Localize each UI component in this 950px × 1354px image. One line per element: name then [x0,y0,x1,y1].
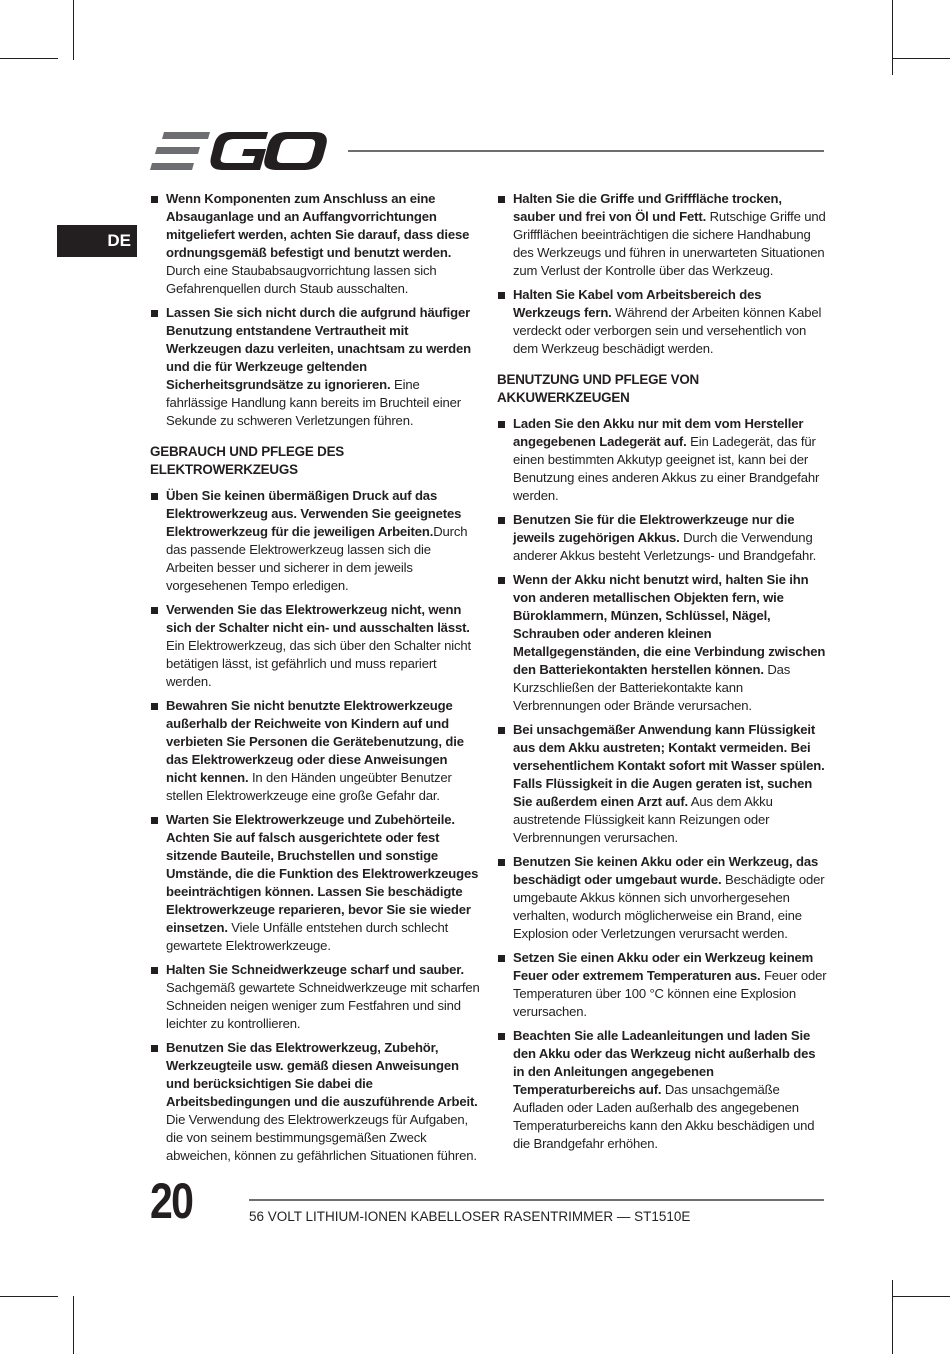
list-item [150,697,480,805]
item-bold-text: Benutzen Sie das Elektrowerkzeug, Zubehör, Werkzeugteile usw. gemäß diesen Anweisungen und berücksichtigen Sie dabei die Arbeitsbedingungen und die auszuführende Arbeit. [166,1040,478,1109]
item-bold-text: Halten Sie Schneidwerkzeuge scharf und sauber. [166,962,464,977]
footer-title: 56 VOLT LITHIUM-IONEN KABELLOSER RASENTRIMMER — ST1510E [249,1209,691,1224]
crop-mark [892,0,893,75]
item-bold-text: Halten Sie die Griffe und Grifffläche trocken, sauber und frei von Öl und Fett. [513,191,782,224]
item-body-text: Beschädigte oder umgebaute Akkus können sich unvorhergesehen verhalten, wodurch möglicherweise ein Brand, eine Explosion oder Verletzungen verursacht werden. [513,872,825,941]
right-column [497,190,827,1159]
list-item [150,190,480,298]
crop-mark [0,58,58,59]
square-bullet-icon [498,196,505,203]
square-bullet-icon [151,196,158,203]
list-item [150,304,480,430]
item-body-text: Viele Unfälle entstehen durch schlecht gewartete Elektrowerkzeuge. [166,920,449,953]
item-bold-text: Halten Sie Kabel vom Arbeitsbereich des Werkzeugs fern. [513,287,762,320]
item-bold-text: Benutzen Sie für die Elektrowerkzeuge nur die jeweils zugehörigen Akkus. [513,512,795,545]
item-bold-text: Bewahren Sie nicht benutzte Elektrowerkzeuge außerhalb der Reichweite von Kindern auf und verbieten Sie Personen die Gerätebenutzung, die das Elektrowerkzeug oder diese Anweisungen nicht kennen. [166,698,464,785]
square-bullet-icon [498,859,505,866]
list-item [497,571,827,715]
square-bullet-icon [498,517,505,524]
item-bold-text: Benutzen Sie keinen Akku oder ein Werkzeug, das beschädigt oder umgebaut wurde. [513,854,819,887]
list-item [150,811,480,955]
square-bullet-icon [151,607,158,614]
crop-mark [0,1296,58,1297]
item-bold-text: Bei unsachgemäßer Anwendung kann Flüssigkeit aus dem Akku austreten; Kontakt vermeiden. Bei versehentlichem Kontakt sofort mit Wasser spülen. Falls Flüssigkeit in die Augen geraten ist, suchen Sie außerdem einen Arzt auf. [513,722,825,809]
crop-mark [73,0,74,60]
square-bullet-icon [498,1033,505,1040]
item-bold-text: Üben Sie keinen übermäßigen Druck auf das Elektrowerkzeug aus. Verwenden Sie geeignetes Elektrowerkzeug für die jeweiligen Arbeiten. [166,488,462,539]
item-body-text: Die Verwendung des Elektrowerkzeugs für Aufgaben, die von seinem bestimmungsgemäßen Zweck abweichen, können zu gefährlichen Situationen führen. [166,1112,477,1163]
item-body-text: Das Kurzschließen der Batteriekontakte kann Verbrennungen oder Brände verursachen. [513,662,791,713]
list-item [497,190,827,280]
item-body-text: Das unsachgemäße Aufladen oder Laden außerhalb des angegebenen Temperaturbereichs kann den Akku beschädigen und die Brandgefahr erhöhen. [513,1082,815,1151]
item-body-text: Aus dem Akku austretende Flüssigkeit kann Reizungen oder Verbrennungen verursachen. [513,794,773,845]
list-item [150,1039,480,1165]
item-body-text: Eine fahrlässige Handlung kann bereits im Bruchteil einer Sekunde zu schweren Verletzungen führen. [166,377,461,428]
list-item [497,1027,827,1153]
square-bullet-icon [498,421,505,428]
list-item [497,511,827,565]
square-bullet-icon [151,1045,158,1052]
item-body-text: Während der Arbeiten können Kabel verdeckt oder verborgen sein und versehentlich von dem Werkzeug beschädigt werden. [513,305,822,356]
item-body-text: Durch die Verwendung anderer Akkus besteht Verletzungs- und Brandgefahr. [513,530,817,563]
square-bullet-icon [151,493,158,500]
square-bullet-icon [151,967,158,974]
section-heading: BENUTZUNG UND PFLEGE VON AKKUWERKZEUGEN [497,372,700,405]
square-bullet-icon [151,310,158,317]
square-bullet-icon [151,703,158,710]
page-number: 20 [150,1173,193,1229]
crop-mark [73,1296,74,1354]
square-bullet-icon [498,292,505,299]
item-bold-text: Laden Sie den Akku nur mit dem vom Hersteller angegebenen Ladegerät auf. [513,416,804,449]
square-bullet-icon [498,727,505,734]
crop-mark [892,1296,950,1297]
list-item [497,286,827,358]
item-body-text: Feuer oder Temperaturen über 100 °C können eine Explosion verursachen. [513,968,827,1019]
list-item [497,853,827,943]
square-bullet-icon [498,955,505,962]
section-heading: GEBRAUCH UND PFLEGE DES ELEKTROWERKZEUGS [150,444,345,477]
item-body-text: Durch das passende Elektrowerkzeug lassen sich die Arbeiten besser und sicherer in dem jeweils vorgesehenen Tempo erledigen. [166,524,468,593]
item-bold-text: Wenn Komponenten zum Anschluss an eine Absauganlage und an Auffangvorrichtungen mitgeliefert werden, achten Sie darauf, dass diese ordnungsgemäß befestigt und benutzt werden. [166,191,470,260]
item-body-text: Durch eine Staubabsaugvorrichtung lassen sich Gefahrenquellen durch Staub ausschalten. [166,263,437,296]
item-body-text: Ein Ladegerät, das für einen bestimmten Akkutyp geeignet ist, kann bei der Benutzung eines anderen Akkus zu einer Brandgefahr werden. [513,434,820,503]
item-body-text: In den Händen ungeübter Benutzer stellen Elektrowerkzeuge eine große Gefahr dar. [166,770,452,803]
list-item [497,415,827,505]
item-bold-text: Verwenden Sie das Elektrowerkzeug nicht, wenn sich der Schalter nicht ein- und ausschalten lässt. [166,602,470,635]
list-item [150,487,480,595]
crop-mark [892,1280,893,1354]
crop-mark [892,58,950,59]
left-column [150,190,480,1171]
header-rule [348,150,824,152]
item-body-text: Rutschige Griffe und Griffflächen beeinträchtigen die sichere Handhabung des Werkzeugs und führen in unerwarteten Situationen zum Verlust der Kontrolle über das Werkzeug. [513,209,826,278]
footer-rule [249,1199,824,1201]
item-bold-text: Warten Sie Elektrowerkzeuge und Zubehörteile. Achten Sie auf falsch ausgerichtete oder fest sitzende Bauteile, Bruchstellen und sonstige Umstände, die die Funktion des Elektrowerkzeuges beeinträchtigen können. Lassen Sie beschädigte Elektrowerkzeuge reparieren, bevor Sie sie wieder einsetzen. [166,812,479,935]
list-item [497,949,827,1021]
ego-logo [150,132,330,170]
item-bold-text: Wenn der Akku nicht benutzt wird, halten Sie ihn von anderen metallischen Objekten fern, wie Büroklammern, Münzen, Schlüssel, Nägel, Schrauben oder anderen kleinen Metallgegenständen, die eine Verbindung zwischen den Batteriekontakten herstellen können. [513,572,826,677]
item-bold-text: Lassen Sie sich nicht durch die aufgrund häufiger Benutzung entstandene Vertrautheit mit Werkzeugen dazu verleiten, unachtsam zu werden und die für Werkzeuge geltenden Sicherheitsgrundsätze zu ignorieren. [166,305,472,392]
item-bold-text: Setzen Sie einen Akku oder ein Werkzeug keinem Feuer oder extremem Temperaturen aus. [513,950,814,983]
list-item [497,721,827,847]
list-item [150,601,480,691]
square-bullet-icon [498,577,505,584]
list-item [150,961,480,1033]
item-body-text: Sachgemäß gewartete Schneidwerkzeuge mit scharfen Schneiden neigen weniger zum Festfahren und sind leichter zu kontrollieren. [166,980,480,1031]
square-bullet-icon [151,817,158,824]
item-bold-text: Beachten Sie alle Ladeanleitungen und laden Sie den Akku oder das Werkzeug nicht außerhalb des in den Anleitungen angegebenen Temperaturbereichs auf. [513,1028,816,1097]
language-tab: DE [57,225,137,257]
item-body-text: Ein Elektrowerkzeug, das sich über den Schalter nicht betätigen lässt, ist gefährlich und muss repariert werden. [166,638,472,689]
